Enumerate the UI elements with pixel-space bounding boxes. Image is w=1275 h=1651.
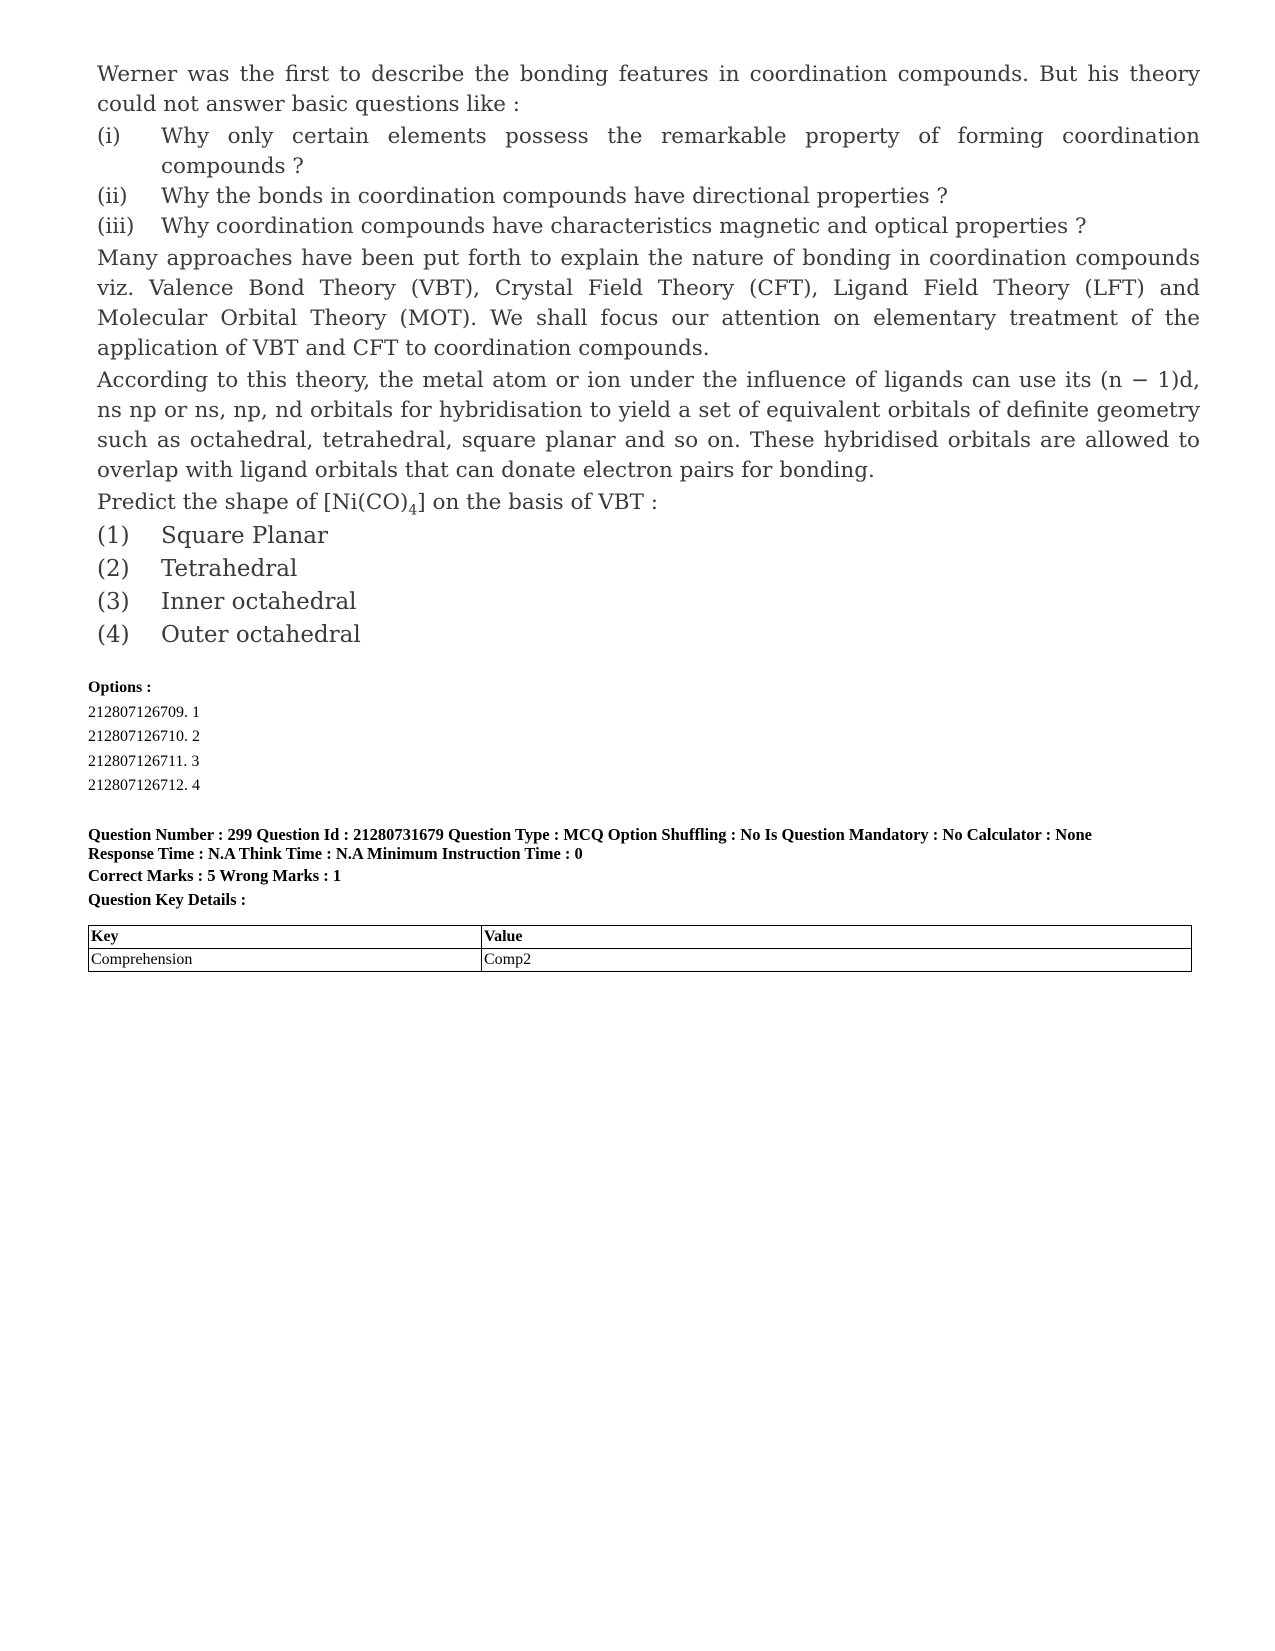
- answer-choice: [97, 619, 1200, 652]
- answer-choice-text: Square Planar: [161, 523, 328, 549]
- question-info: [88, 825, 1198, 863]
- options-section: [88, 676, 1198, 799]
- question-prompt-prefix: Predict the shape of [Ni(CO): [97, 490, 409, 515]
- table-cell-key: Comprehension: [89, 949, 482, 972]
- table-header-row: [89, 926, 1192, 949]
- marks-line: Correct Marks : 5 Wrong Marks : 1: [88, 866, 342, 885]
- answer-choice-number: (1): [97, 523, 130, 549]
- answer-choice-text: Inner octahedral: [161, 589, 357, 615]
- question-item: [97, 182, 1200, 212]
- question-number: (ii): [97, 184, 128, 209]
- question-key-table: [88, 925, 1192, 972]
- table-header-key: Key: [89, 926, 482, 949]
- option-id-line: 212807126711. 3: [88, 752, 200, 770]
- answer-choice-text: Tetrahedral: [161, 556, 298, 582]
- question-text: Why the bonds in coordination compounds have directional properties ?: [161, 184, 949, 209]
- answer-choice: [97, 553, 1200, 586]
- question-timing-line: Response Time : N.A Think Time : N.A Minimum Instruction Time : 0: [88, 844, 583, 863]
- question-number: (i): [97, 124, 121, 149]
- option-id-line: 212807126710. 2: [88, 728, 200, 745]
- key-details-heading: Question Key Details :: [88, 890, 247, 909]
- question-item: [97, 122, 1200, 182]
- table-cell-value: Comp2: [482, 949, 1192, 972]
- question-info-line: Question Number : 299 Question Id : 21280731679 Question Type : MCQ Option Shuffling : No Is Question Mandatory : No Calculator : None: [88, 825, 1092, 844]
- table-row: [89, 949, 1192, 972]
- passage-paragraph-approaches: Many approaches have been put forth to explain the nature of bonding in coordination compounds viz. Valence Bond Theory (VBT), Crystal Field Theory (CFT), Ligand Field Theory (LFT) and Molecular Orbital Theory (MOT). We shall focus our attention on elementary treatment of the application of VBT and CFT to coordination compounds.: [97, 246, 1200, 361]
- question-prompt-suffix: ] on the basis of VBT :: [417, 490, 659, 515]
- question-prompt-subscript: 4: [408, 502, 418, 519]
- answer-choice-number: (2): [97, 556, 130, 582]
- comprehension-passage: [97, 60, 1200, 654]
- answer-choice-number: (3): [97, 589, 130, 615]
- passage-intro: Werner was the first to describe the bonding features in coordination compounds. But his theory could not answer basic questions like :: [97, 62, 1200, 117]
- answer-choice-list: [97, 520, 1200, 652]
- question-text: Why only certain elements possess the remarkable property of forming coordination compounds ?: [161, 124, 1200, 179]
- answer-choice: [97, 520, 1200, 553]
- table-header-value: Value: [482, 926, 1192, 949]
- answer-choice-text: Outer octahedral: [161, 622, 361, 648]
- question-prompt: [97, 488, 1200, 518]
- answer-choice: [97, 586, 1200, 619]
- answer-choice-number: (4): [97, 622, 130, 648]
- question-number: (iii): [97, 214, 135, 239]
- option-id-line: 212807126709. 1: [88, 703, 200, 721]
- passage-paragraph-vbt: According to this theory, the metal atom or ion under the influence of ligands can use its (n − 1)d, ns np or ns, np, nd orbitals for hybridisation to yield a set of equivalent orbitals of definite geometry such as octahedral, tetrahedral, square planar and so on. These hybridised orbitals are allowed to overlap with ligand orbitals that can donate electron pairs for bonding.: [97, 368, 1200, 483]
- question-item: [97, 212, 1200, 242]
- werner-question-list: [97, 122, 1200, 242]
- options-heading: Options :: [88, 679, 152, 696]
- question-text: Why coordination compounds have characteristics magnetic and optical properties ?: [161, 214, 1087, 239]
- option-id-line: 212807126712. 4: [88, 777, 200, 794]
